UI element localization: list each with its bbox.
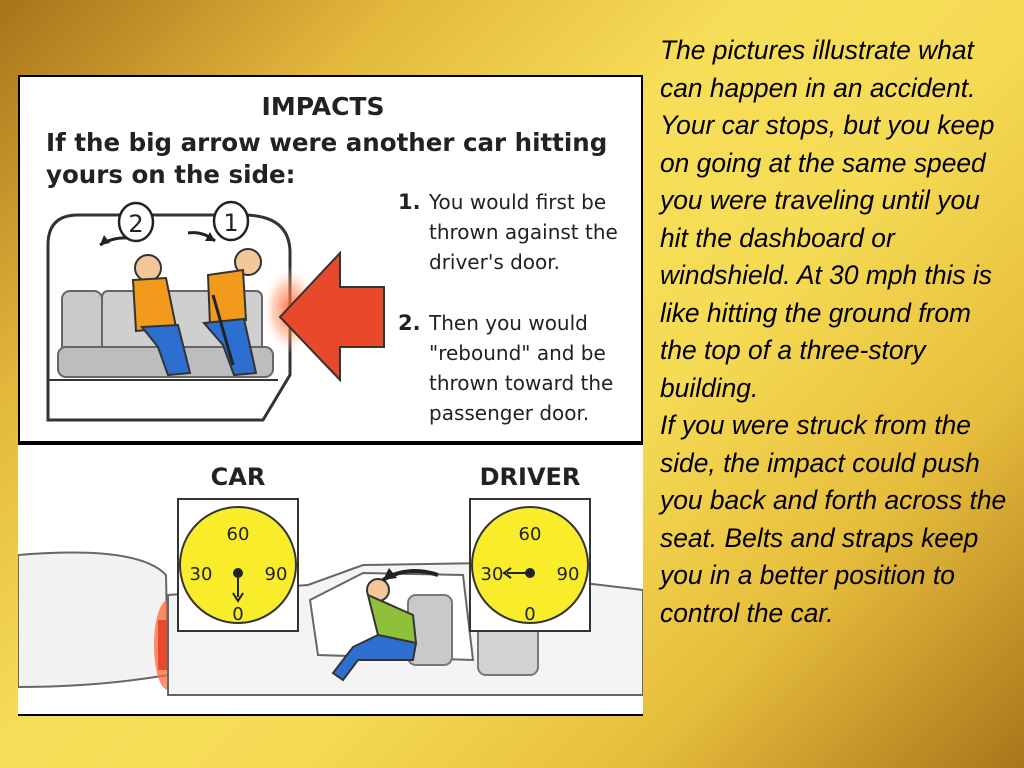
impact-illustration [18,75,643,716]
front-car [18,553,168,688]
step2-line: Then you would [429,311,588,335]
step2-line: passenger door. [429,401,590,425]
car-gauge-90: 90 [264,564,288,585]
figure-subtitle-line2: yours on the side: [46,160,296,189]
step2-line: "rebound" and be [429,341,606,365]
driver-gauge-60: 60 [518,524,542,545]
car-label: CAR [210,463,266,491]
driver-gauge-30: 30 [480,564,504,585]
figure-subtitle-line1: If the big arrow were another car hitting [46,128,608,157]
description-paragraph-1: The pictures illustrate what can happen in an accident. Your car stops, but you keep on going at the same speed you were traveling until you hit the dashboard or windshield. At 30 mph this is like hitting the ground from the top of a three-story building. [660,35,995,403]
driver-gauge-90: 90 [556,564,580,585]
driver-label: DRIVER [479,463,581,491]
impact-illustration-svg [18,75,643,716]
description-paragraph-2: If you were struck from the side, the impact could push you back and forth across the seat. Belts and straps keep you in a better position to control the car. [660,410,1007,628]
description-text [660,32,1012,632]
car-gauge-0: 0 [232,604,244,625]
step1-line: You would first be [429,190,607,214]
car-rear-view [48,215,318,420]
marker-2-label: 2 [128,210,144,238]
step2-line: thrown toward the [429,371,614,395]
step1-line: driver's door. [429,250,561,274]
step1-number: 1. [398,190,421,214]
step1-line: thrown against the [429,220,618,244]
driver-gauge-0: 0 [524,604,536,625]
marker-1-label: 1 [223,209,239,237]
car-gauge-30: 30 [189,564,213,585]
car-gauge-60: 60 [226,524,250,545]
figure-title: IMPACTS [261,92,385,121]
step2-number: 2. [398,311,421,335]
